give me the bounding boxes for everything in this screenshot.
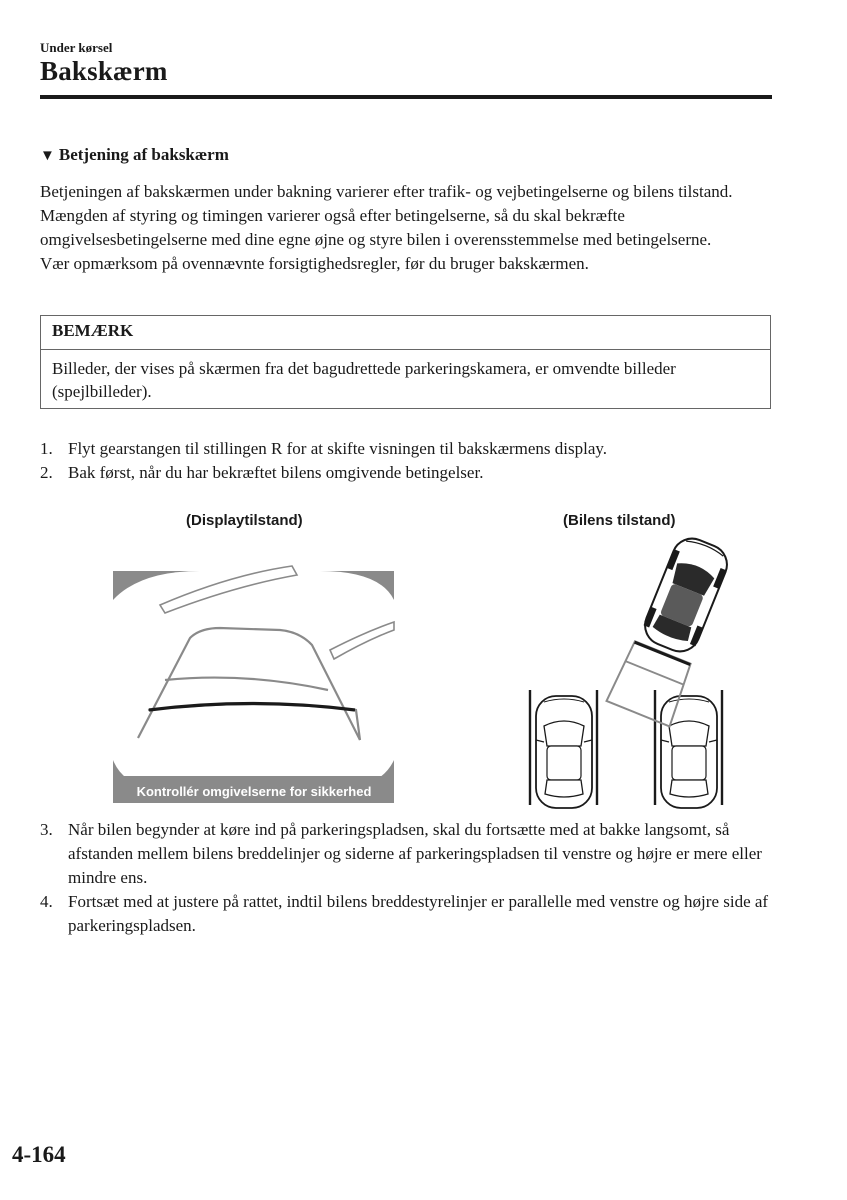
step-number: 3.: [40, 820, 53, 839]
step-number: 4.: [40, 892, 53, 911]
step-item: [40, 890, 780, 938]
intro-paragraph: Vær opmærksom på ovennævnte forsigtighedsregler, før du bruger bakskærmen.: [40, 254, 589, 273]
section-heading-text: Betjening af bakskærm: [58, 145, 229, 164]
chapter-label: Under kørsel: [40, 40, 113, 55]
screen-message: Kontrollér omgivelserne for sikkerhed: [136, 784, 372, 799]
caption-display-mode: (Displaytilstand): [186, 512, 303, 529]
step-item: [40, 461, 780, 485]
step-text: Fortsæt med at justere på rattet, indtil bilens breddestyrelinjer er parallelle med venstre og højre side af parkeringspladsen.: [68, 892, 769, 935]
section-heading: [40, 145, 229, 165]
note-heading: BEMÆRK: [41, 316, 770, 350]
guide-zone-line: [626, 661, 683, 684]
display-view-area: [113, 571, 394, 790]
step-text: Når bilen begynder at køre ind på parkeringspladsen, skal du fortsætte med at bakke langsomt, så afstanden mellem bilens breddelinjer og siderne af parkeringspladsen til venstre og højre er mere eller mindre ens.: [68, 820, 762, 887]
step-number: 1.: [40, 439, 53, 458]
page-number: 4-164: [12, 1142, 66, 1167]
parked-car-left: [536, 696, 592, 808]
title-rule: [40, 95, 772, 99]
caption-vehicle-state: (Bilens tilstand): [563, 512, 676, 529]
intro-paragraph: Betjeningen af bakskærmen under bakning varierer efter trafik- og vejbetingelserne og bilens tilstand. Mængden af styring og timingen varierer også efter betingelserne, så du skal bekræfte omgivelsesbetingelserne med dine egne øjne og styre bilen i overensstemmelse med betingelserne.: [40, 182, 733, 249]
parked-car-right: [661, 696, 717, 808]
parking-illustration: [0, 530, 847, 815]
note-text: Billeder, der vises på skærmen fra det bagudrettede parkeringskamera, er omvendte billeder (spejlbilleder).: [52, 359, 676, 401]
vehicle-diagram: [530, 530, 739, 808]
page-title: Bakskærm: [40, 56, 168, 86]
step-number: 2.: [40, 463, 53, 482]
section-marker-icon: ▼: [40, 148, 55, 164]
steps-list-b: [40, 818, 780, 938]
intro-text: [40, 180, 775, 276]
camera-display: [113, 566, 394, 803]
step-item: [40, 437, 780, 461]
note-box: [40, 315, 771, 409]
step-text: Bak først, når du har bekræftet bilens omgivende betingelser.: [68, 463, 484, 482]
step-item: [40, 818, 780, 890]
steps-list-a: [40, 437, 780, 485]
step-text: Flyt gearstangen til stillingen R for at skifte visningen til bakskærmens display.: [68, 439, 608, 458]
